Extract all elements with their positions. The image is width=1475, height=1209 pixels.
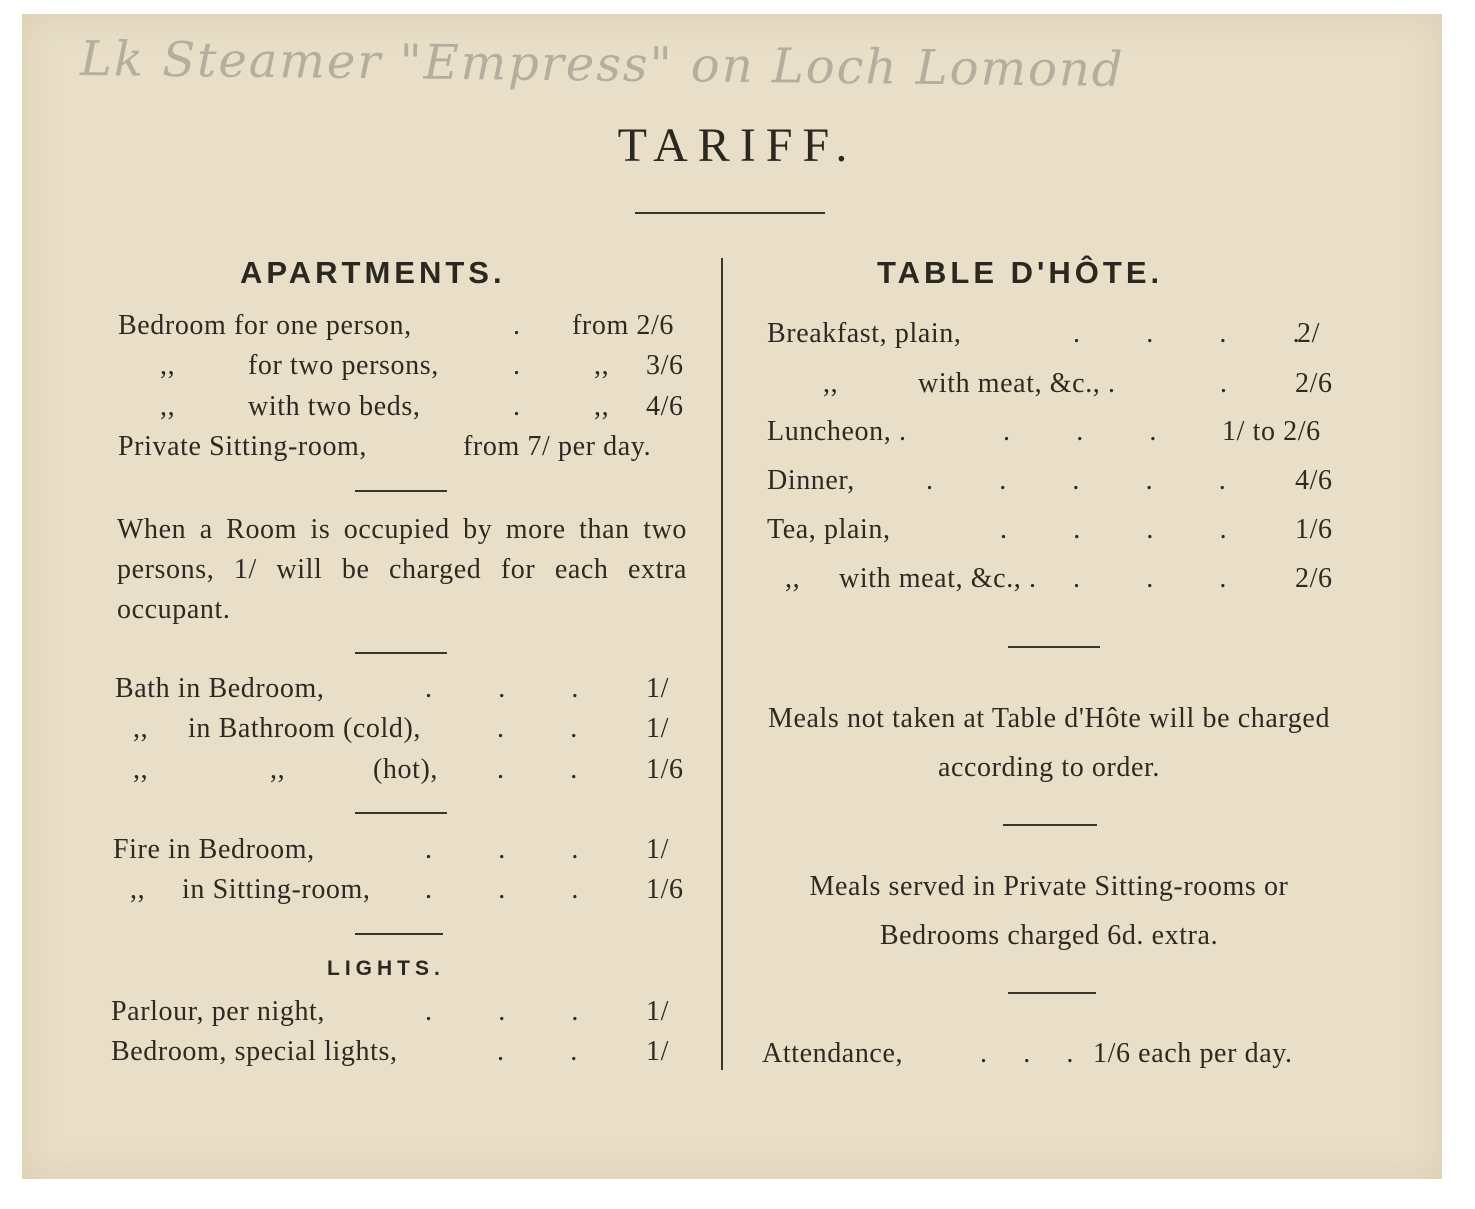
special-lights-label: Bedroom, special lights,	[111, 1036, 398, 1067]
apartments-heading: APARTMENTS.	[240, 255, 506, 290]
parlour-dots: . . .	[425, 996, 579, 1027]
apartments-rule-3	[355, 812, 447, 814]
page-title: TARIFF.	[617, 119, 858, 172]
table-dhote-heading: TABLE D'HÔTE.	[877, 255, 1164, 290]
sitting-room-label: Private Sitting-room,	[118, 431, 368, 462]
breakfast-meat-label: with meat, &c., .	[918, 368, 1116, 399]
bedroom-beds-ditto: ,,	[160, 391, 176, 422]
bedroom-two-label: for two persons,	[248, 350, 439, 381]
bedroom-beds-label: with two beds,	[248, 391, 421, 422]
bedroom-two-ditto: ,,	[160, 350, 176, 381]
luncheon-label: Luncheon, .	[767, 416, 907, 447]
tea-price: 1/6	[1295, 514, 1333, 545]
bath-hot-price: 1/6	[646, 754, 684, 785]
tea-meat-price: 2/6	[1295, 563, 1333, 594]
tea-meat-dots: . . .	[1073, 563, 1227, 594]
sitting-room-price: from 7/ per day.	[463, 431, 652, 462]
bedroom-one-label: Bedroom for one person,	[118, 310, 412, 341]
bedroom-beds-dots: .	[513, 391, 521, 422]
bedroom-beds-ditto2: ,,	[594, 391, 610, 422]
apartments-rule-1	[355, 490, 447, 492]
breakfast-meat-price: 2/6	[1295, 368, 1333, 399]
bath-hot-label: (hot),	[373, 754, 439, 785]
title-rule	[635, 212, 825, 214]
breakfast-price: 2/	[1297, 318, 1320, 349]
attendance-dots: . . .	[980, 1038, 1074, 1069]
bedroom-two-ditto2: ,,	[594, 350, 610, 381]
meals-served-note: Meals served in Private Sitting-rooms or Bedrooms charged 6d. extra.	[809, 871, 1289, 951]
fire-bedroom-price: 1/	[646, 834, 669, 865]
dinner-label: Dinner,	[767, 465, 855, 496]
fire-sitting-dots: . . .	[425, 874, 579, 905]
breakfast-label: Breakfast, plain,	[767, 318, 962, 349]
fire-sitting-label: in Sitting-room,	[182, 874, 371, 905]
column-divider	[721, 258, 723, 1070]
bath-hot-dots: . .	[497, 754, 578, 785]
breakfast-meat-ditto: ,,	[823, 368, 839, 399]
attendance-label: Attendance,	[762, 1038, 904, 1069]
fire-bedroom-label: Fire in Bedroom,	[113, 834, 315, 865]
extra-occupant-note: When a Room is occupied by more than two persons, 1/ will be charged for each extra occupant.	[117, 514, 687, 625]
tea-meat-ditto: ,,	[785, 563, 801, 594]
bath-cold-dots: . .	[497, 713, 578, 744]
tea-label: Tea, plain,	[767, 514, 891, 545]
bath-bedroom-price: 1/	[646, 673, 669, 704]
bath-cold-ditto: ,,	[133, 713, 149, 744]
special-lights-price: 1/	[646, 1036, 669, 1067]
luncheon-dots: . . .	[1003, 416, 1157, 447]
bath-hot-ditto2: ,,	[270, 754, 286, 785]
special-lights-dots: . .	[497, 1036, 578, 1067]
fire-sitting-price: 1/6	[646, 874, 684, 905]
table-rule-1	[1008, 646, 1100, 648]
parlour-price: 1/	[646, 996, 669, 1027]
bedroom-beds-price: 4/6	[646, 391, 684, 422]
apartments-rule-4	[355, 933, 443, 935]
bedroom-two-dots: .	[513, 350, 521, 381]
fire-bedroom-dots: . . .	[425, 834, 579, 865]
tea-meat-label: with meat, &c., .	[839, 563, 1037, 594]
table-rule-3	[1008, 992, 1096, 994]
table-rule-2	[1003, 824, 1097, 826]
bath-cold-price: 1/	[646, 713, 669, 744]
lights-heading: LIGHTS.	[327, 957, 445, 980]
apartments-rule-2	[355, 652, 447, 654]
meals-not-taken-note: Meals not taken at Table d'Hôte will be charged according to order.	[767, 703, 1331, 783]
parlour-label: Parlour, per night,	[111, 996, 326, 1027]
bath-hot-ditto: ,,	[133, 754, 149, 785]
dinner-price: 4/6	[1295, 465, 1333, 496]
bedroom-one-price: from 2/6	[572, 310, 675, 341]
dinner-dots: . . . . .	[926, 465, 1227, 496]
bath-bedroom-label: Bath in Bedroom,	[115, 673, 325, 704]
handwritten-note: Lk Steamer "Empress" on Loch Lomond	[79, 31, 1125, 98]
breakfast-dots: . . . .	[1073, 318, 1301, 349]
bedroom-two-price: 3/6	[646, 350, 684, 381]
attendance-price: 1/6 each per day.	[1093, 1038, 1293, 1069]
fire-sitting-ditto: ,,	[130, 874, 146, 905]
bath-cold-label: in Bathroom (cold),	[188, 713, 422, 744]
breakfast-meat-dots: .	[1220, 368, 1228, 399]
bedroom-one-dots: .	[513, 310, 521, 341]
luncheon-price: 1/ to 2/6	[1222, 416, 1321, 447]
tea-dots: . . . .	[1000, 514, 1228, 545]
bath-bedroom-dots: . . .	[425, 673, 579, 704]
